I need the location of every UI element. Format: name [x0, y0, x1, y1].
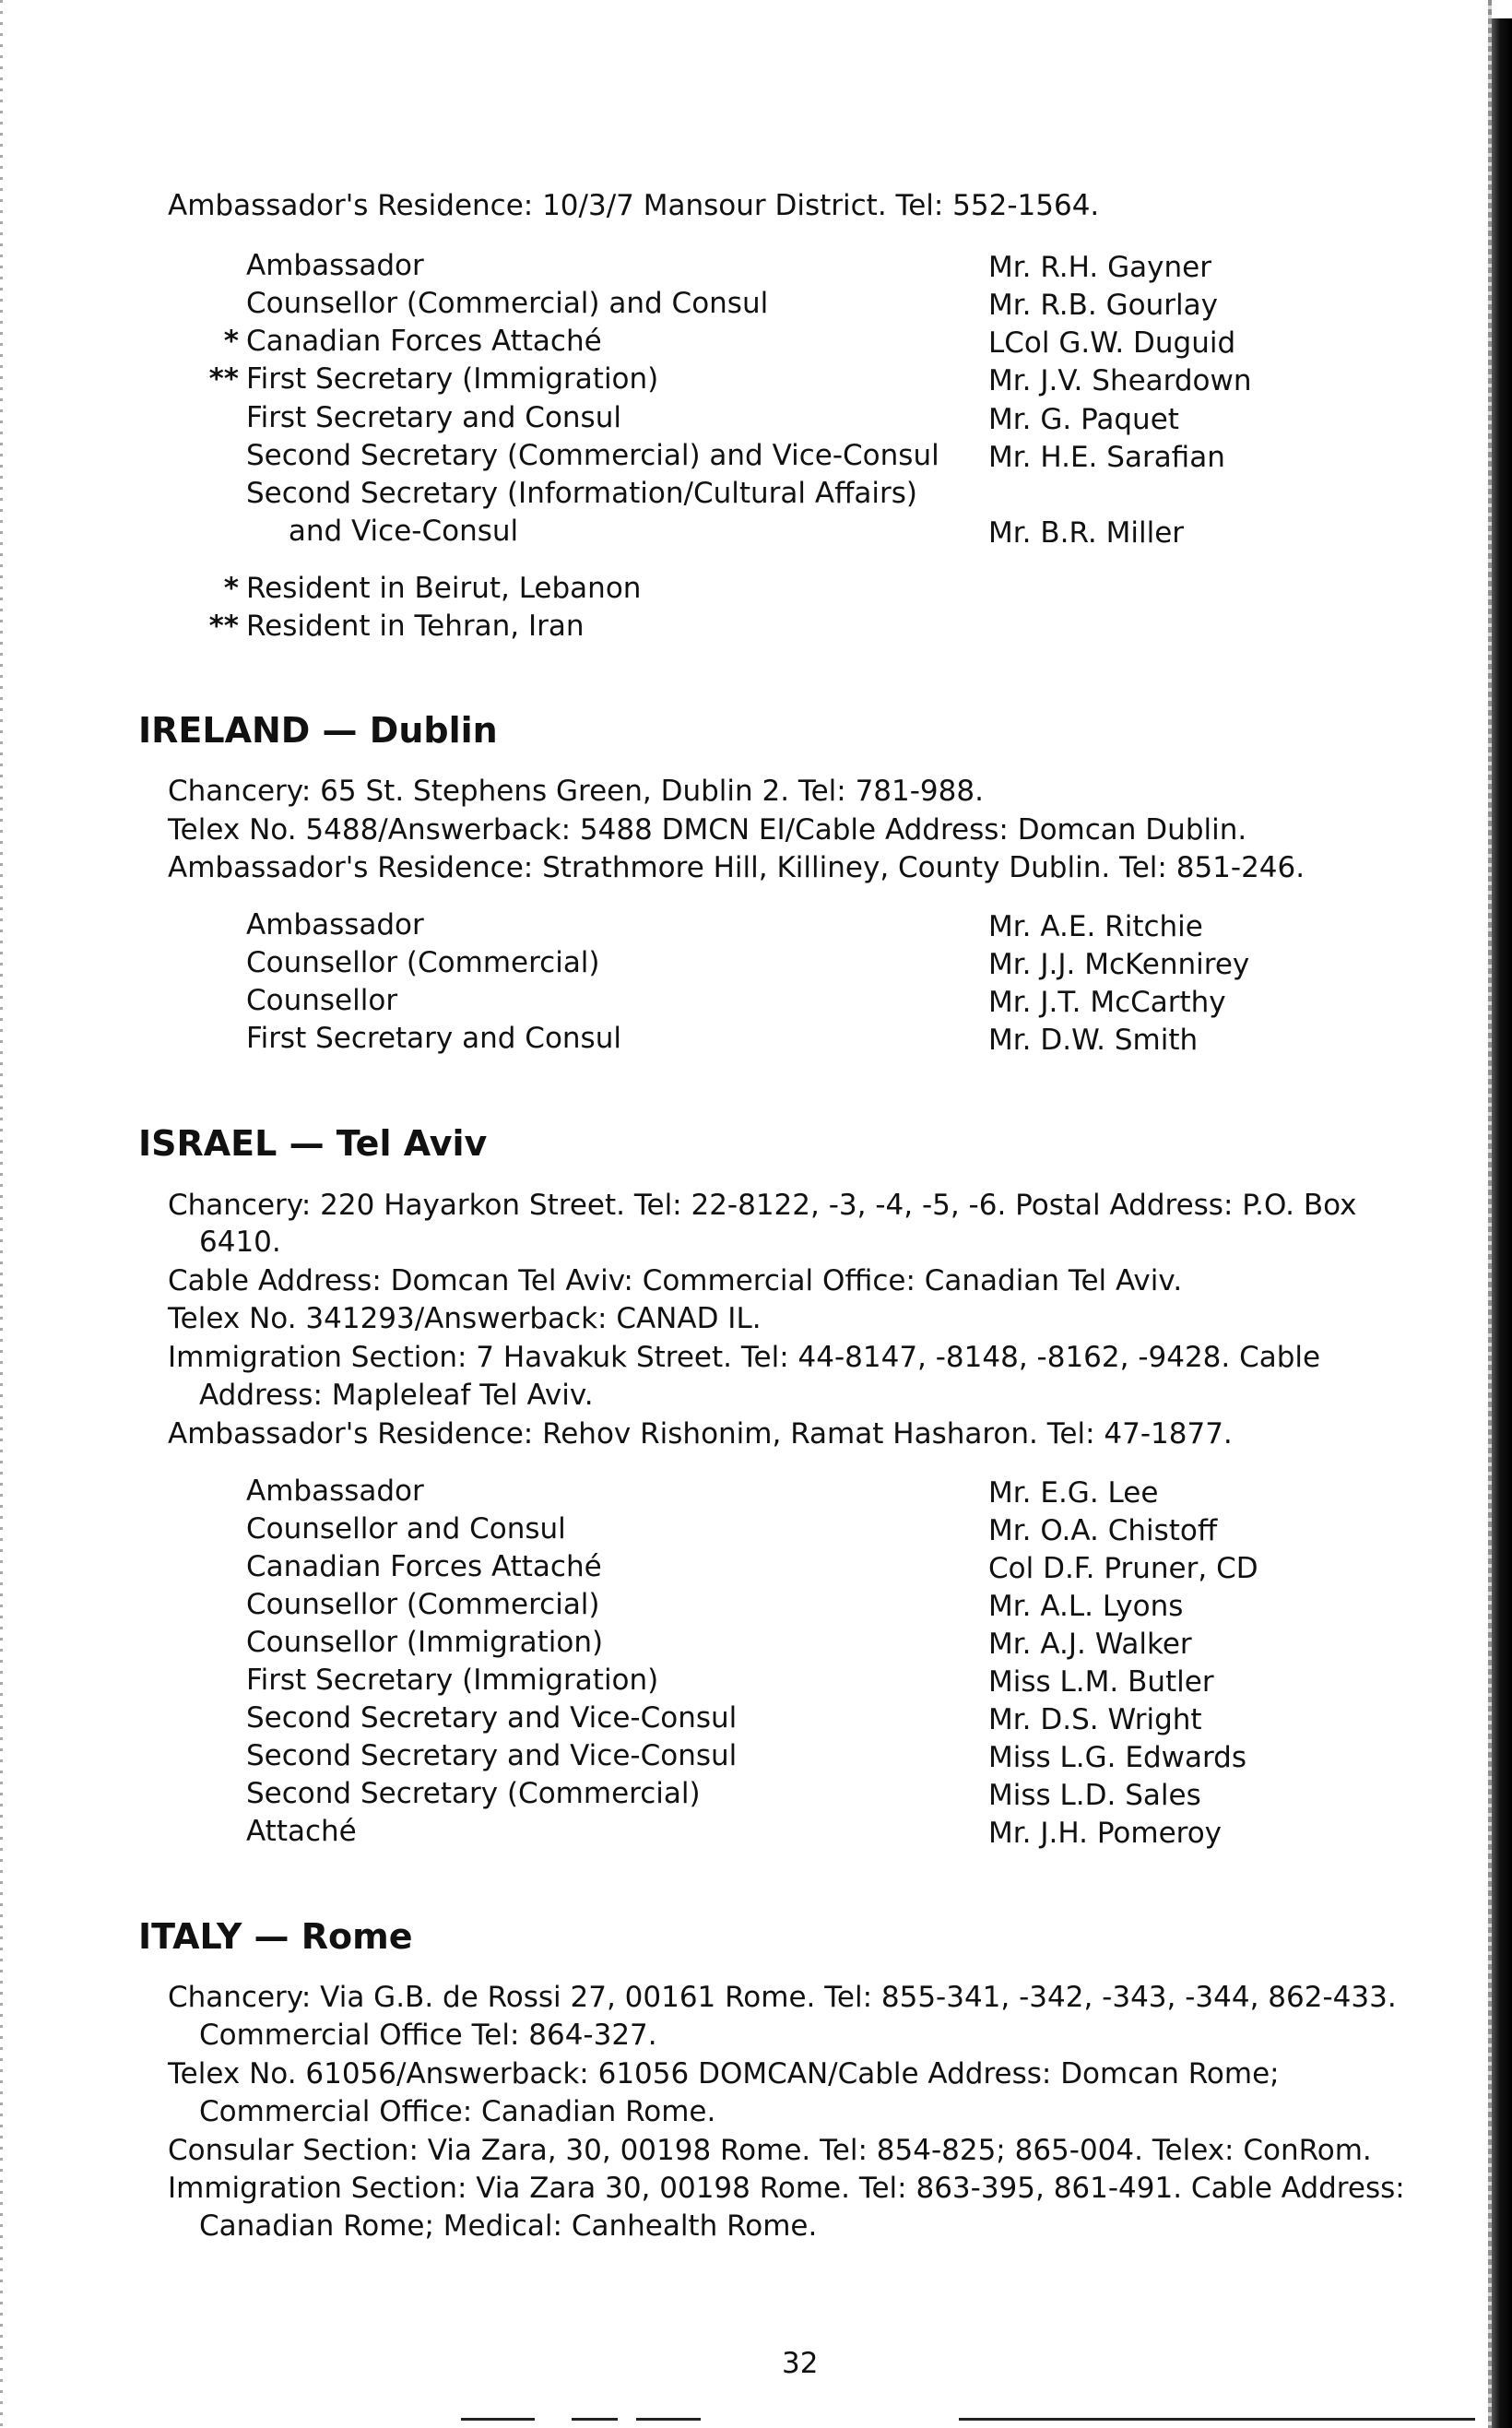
- staff-role: Canadian Forces Attaché: [246, 1550, 602, 1583]
- staff-name: Mr. A.L. Lyons: [988, 1590, 1184, 1623]
- staff-role: Counsellor (Commercial): [246, 1588, 600, 1621]
- staff-name: Mr. A.J. Walker: [988, 1628, 1192, 1661]
- staff-role: First Secretary and Consul: [246, 1022, 621, 1055]
- bottom-rule: [461, 2418, 535, 2421]
- ireland-info-line: Telex No. 5488/Answerback: 5488 DMCN EI/Cable Address: Domcan Dublin.: [168, 813, 1247, 847]
- iraq-residence-line: Ambassador's Residence: 10/3/7 Mansour District. Tel: 552-1564.: [168, 189, 1100, 222]
- staff-role: Second Secretary and Vice-Consul: [246, 1739, 738, 1772]
- ireland-info-line: Chancery: 65 St. Stephens Green, Dublin 2. Tel: 781-988.: [168, 775, 984, 808]
- bottom-rule: [636, 2418, 701, 2421]
- staff-role: First Secretary and Consul: [246, 401, 621, 434]
- israel-info-line: Address: Mapleleaf Tel Aviv.: [199, 1379, 594, 1412]
- israel-info-line: Ambassador's Residence: Rehov Rishonim, Ramat Hasharon. Tel: 47-1877.: [168, 1417, 1233, 1451]
- staff-role: Counsellor (Commercial): [246, 946, 600, 979]
- staff-role: ** First Secretary (Immigration): [246, 361, 658, 397]
- section-heading-italy: ITALY — Rome: [138, 1916, 413, 1957]
- staff-name: Mr. D.S. Wright: [988, 1703, 1202, 1736]
- italy-info-line: Immigration Section: Via Zara 30, 00198 Rome. Tel: 863-395, 861-491. Cable Address:: [168, 2172, 1405, 2205]
- footnote-marker: **: [208, 610, 239, 643]
- bottom-rule: [959, 2418, 1475, 2421]
- italy-info-line: Commercial Office: Canadian Rome.: [199, 2095, 716, 2128]
- staff-role: * Canadian Forces Attaché: [246, 323, 602, 360]
- staff-name: LCol G.W. Duguid: [988, 326, 1236, 360]
- staff-name: Mr. J.J. McKennirey: [988, 948, 1250, 981]
- staff-name: Mr. O.A. Chistoff: [988, 1514, 1218, 1547]
- staff-name: Mr. E.G. Lee: [988, 1476, 1159, 1510]
- italy-info-line: Chancery: Via G.B. de Rossi 27, 00161 Rome. Tel: 855-341, -342, -343, -344, 862-433.: [168, 1981, 1397, 2014]
- footnote-marker: *: [223, 325, 239, 358]
- book-binding: [1492, 18, 1512, 2428]
- staff-name: Mr. J.T. McCarthy: [988, 986, 1226, 1019]
- footnote-marker: **: [208, 362, 239, 396]
- italy-info-line: Telex No. 61056/Answerback: 61056 DOMCAN/Cable Address: Domcan Rome;: [168, 2057, 1280, 2090]
- israel-info-line: Cable Address: Domcan Tel Aviv: Commercial Office: Canadian Tel Aviv.: [168, 1264, 1183, 1297]
- israel-info-line: Chancery: 220 Hayarkon Street. Tel: 22-8122, -3, -4, -5, -6. Postal Address: P.O. Box: [168, 1189, 1357, 1222]
- staff-role: Counsellor (Commercial) and Consul: [246, 287, 769, 320]
- footnote-marker: *: [223, 572, 239, 605]
- staff-name: Mr. J.H. Pomeroy: [988, 1817, 1223, 1850]
- israel-info-line: Telex No. 341293/Answerback: CANAD IL.: [168, 1302, 762, 1335]
- staff-name: Mr. A.E. Ritchie: [988, 910, 1203, 943]
- staff-name: Mr. R.B. Gourlay: [988, 289, 1218, 322]
- staff-name: Col D.F. Pruner, CD: [988, 1552, 1258, 1585]
- ireland-info-line: Ambassador's Residence: Strathmore Hill, Killiney, County Dublin. Tel: 851-246.: [168, 851, 1305, 884]
- page-number: 32: [782, 2347, 819, 2380]
- section-heading-israel: ISRAEL — Tel Aviv: [138, 1123, 488, 1164]
- staff-role: Ambassador: [246, 908, 424, 942]
- footnote-tehran: ** Resident in Tehran, Iran: [246, 608, 585, 645]
- staff-name: Mr. G. Paquet: [988, 403, 1179, 436]
- staff-name: Mr. D.W. Smith: [988, 1024, 1199, 1057]
- staff-name: Miss L.M. Butler: [988, 1665, 1214, 1699]
- section-heading-ireland: IRELAND — Dublin: [138, 710, 498, 751]
- staff-name: Mr. B.R. Miller: [988, 516, 1185, 550]
- staff-role: Ambassador: [246, 249, 424, 282]
- staff-role: Counsellor and Consul: [246, 1512, 566, 1546]
- staff-name: Mr. J.V. Sheardown: [988, 364, 1252, 397]
- staff-name: Miss L.G. Edwards: [988, 1741, 1247, 1774]
- staff-role: Counsellor: [246, 984, 398, 1017]
- staff-name: Mr. H.E. Sarafian: [988, 441, 1225, 474]
- israel-info-line: 6410.: [199, 1226, 281, 1259]
- staff-name: Miss L.D. Sales: [988, 1779, 1201, 1812]
- staff-role: Attaché: [246, 1815, 357, 1848]
- page-left-edge: [0, 0, 3, 2428]
- bottom-rule: [572, 2418, 618, 2421]
- staff-role: Second Secretary and Vice-Consul: [246, 1701, 738, 1735]
- footnote-beirut: * Resident in Beirut, Lebanon: [246, 570, 641, 607]
- staff-name: Mr. R.H. Gayner: [988, 251, 1211, 284]
- staff-role: First Secretary (Immigration): [246, 1664, 659, 1697]
- staff-role: Counsellor (Immigration): [246, 1626, 604, 1659]
- israel-info-line: Immigration Section: 7 Havakuk Street. Tel: 44-8147, -8148, -8162, -9428. Cable: [168, 1341, 1321, 1374]
- staff-role: and Vice-Consul: [279, 515, 519, 548]
- staff-role: Second Secretary (Commercial): [246, 1777, 701, 1810]
- italy-info-line: Canadian Rome; Medical: Canhealth Rome.: [199, 2209, 818, 2243]
- staff-role: Second Secretary (Information/Cultural Affairs): [246, 477, 918, 510]
- staff-role: Ambassador: [246, 1475, 424, 1508]
- italy-info-line: Commercial Office Tel: 864-327.: [199, 2019, 657, 2052]
- italy-info-line: Consular Section: Via Zara, 30, 00198 Rome. Tel: 854-825; 865-004. Telex: ConRom.: [168, 2134, 1372, 2167]
- staff-role: Second Secretary (Commercial) and Vice-Consul: [246, 439, 939, 472]
